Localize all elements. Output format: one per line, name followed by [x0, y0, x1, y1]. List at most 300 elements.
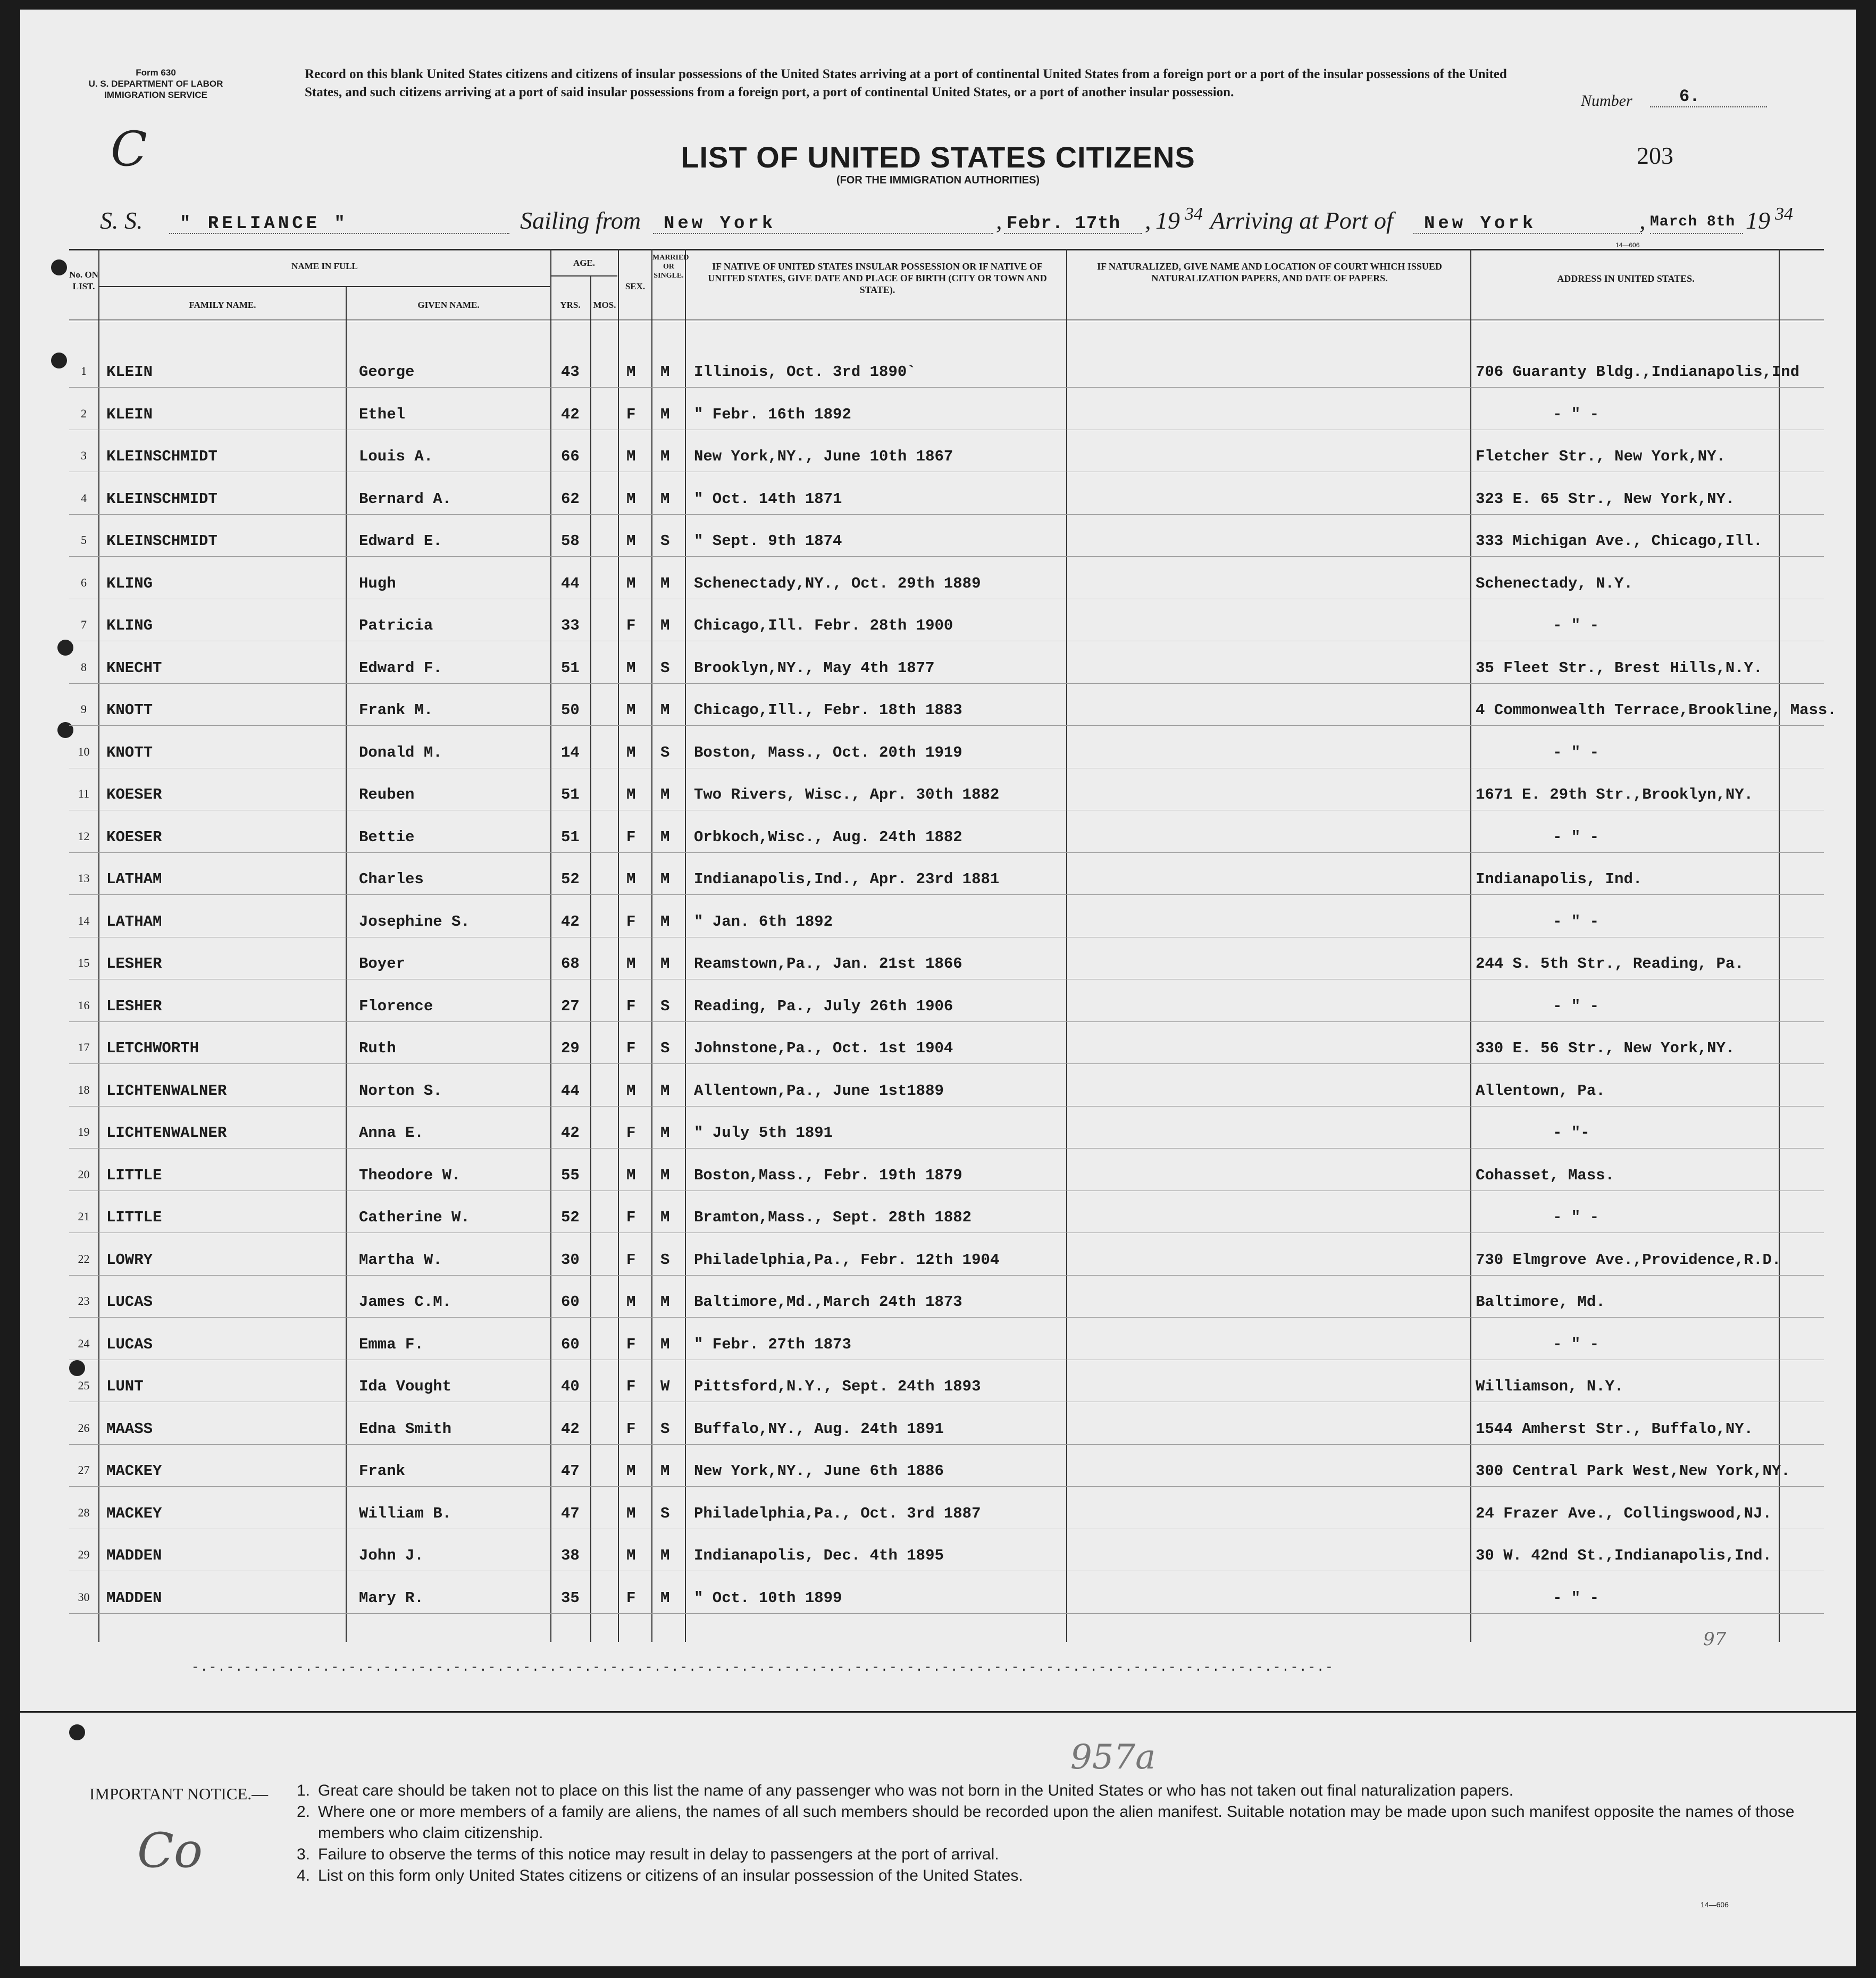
arrival-date-field: [1650, 212, 1743, 234]
address: - " -: [1553, 1335, 1599, 1353]
row-number: 15: [78, 956, 90, 969]
family-name: LUCAS: [106, 1293, 153, 1311]
birth-place-date: Indianapolis,Ind., Apr. 23rd 1881: [694, 870, 1000, 888]
family-name: LATHAM: [106, 870, 162, 888]
intro-instructions: Record on this blank United States citizens and citizens of insular possessions of the United States arriving at a port of continental United States from a foreign port or a port of the insular possessions of the United States, and such citizens arriving at a port of said insular possessions from a foreign port, a port of continental United States, or a port of another insular possession.: [305, 67, 1507, 99]
row-number: 30: [78, 1590, 90, 1604]
address: Indianapolis, Ind.: [1476, 870, 1643, 888]
sex: F: [626, 997, 636, 1015]
age-years: 42: [561, 912, 580, 931]
row-number: 16: [78, 998, 90, 1012]
age-years: 51: [561, 828, 580, 846]
address: 323 E. 65 Str., New York,NY.: [1476, 490, 1735, 508]
age-years: 42: [561, 1420, 580, 1438]
age-years: 58: [561, 532, 580, 550]
birth-place-date: " Oct. 14th 1871: [694, 490, 842, 508]
given-name: Theodore W.: [359, 1166, 461, 1184]
address: Cohasset, Mass.: [1476, 1166, 1615, 1184]
row-rule: [69, 1021, 1824, 1022]
address: - " -: [1553, 617, 1599, 634]
given-name: Ruth: [359, 1040, 396, 1057]
family-name: MAASS: [106, 1420, 153, 1438]
sex: F: [626, 1124, 636, 1142]
row-number: 8: [81, 660, 87, 674]
column-divider: [550, 249, 551, 1642]
row-number: 22: [78, 1252, 90, 1265]
voyage-line: S. S. " RELIANCE " Sailing from New York , Febr. 17th , 19 34 Arriving at Port of New York , March 8th 19 34: [100, 204, 1793, 234]
header-age: AGE.: [573, 258, 596, 268]
family-name: MACKEY: [106, 1504, 162, 1522]
handwritten-mark-top: C: [111, 121, 147, 177]
birth-place-date: Reamstown,Pa., Jan. 21st 1866: [694, 955, 962, 973]
row-number: 21: [78, 1210, 90, 1223]
age-years: 44: [561, 574, 580, 592]
row-number: 17: [78, 1041, 90, 1054]
row-number: 6: [81, 575, 87, 589]
sex: M: [626, 701, 636, 719]
ss-label: S. S.: [100, 207, 143, 234]
address: 330 E. 56 Str., New York,NY.: [1476, 1040, 1735, 1057]
column-divider: [98, 249, 99, 1642]
row-number: 20: [78, 1167, 90, 1181]
sex: F: [626, 1378, 636, 1395]
birth-place-date: New York,NY., June 10th 1867: [694, 448, 953, 465]
header-no: No. ON LIST.: [69, 270, 98, 291]
row-number: 18: [78, 1083, 90, 1096]
ship-name-field: [169, 212, 509, 234]
notice-label: IMPORTANT NOTICE.—: [89, 1784, 269, 1803]
birth-place-date: Indianapolis, Dec. 4th 1895: [694, 1547, 944, 1564]
family-name: KLEINSCHMIDT: [106, 448, 217, 465]
family-name: MADDEN: [106, 1589, 162, 1607]
marital-status: M: [660, 1209, 670, 1226]
age-years: 51: [561, 786, 580, 803]
marital-status: M: [660, 1462, 670, 1480]
row-rule: [69, 514, 1824, 515]
given-name: Edward E.: [359, 532, 442, 550]
age-years: 60: [561, 1335, 580, 1353]
marital-status: M: [660, 1335, 670, 1353]
marital-status: S: [660, 1420, 670, 1438]
row-rule: [69, 894, 1824, 895]
age-years: 44: [561, 1082, 580, 1100]
given-name: Louis A.: [359, 448, 433, 465]
arrival-port-field: [1413, 212, 1642, 234]
column-divider: [1066, 249, 1067, 1642]
marital-status: S: [660, 659, 670, 677]
sex: M: [626, 955, 636, 973]
column-divider: [1470, 249, 1471, 1642]
header-married-single: MARRIED OR SINGLE.: [652, 254, 689, 280]
sex: F: [626, 617, 636, 634]
row-number: 28: [78, 1505, 90, 1519]
age-years: 35: [561, 1589, 580, 1607]
marital-status: S: [660, 743, 670, 761]
given-name: Hugh: [359, 574, 396, 592]
address: 35 Fleet Str., Brest Hills,N.Y.: [1476, 659, 1763, 677]
given-name: Anna E.: [359, 1124, 424, 1142]
header-months: MOS.: [593, 300, 616, 310]
notice-item: 2. Where one or more members of a family are aliens, the names of all such members should be recorded upon the alien manifest. Suitable notation may be made upon such manifest opposite the names of those members who claim citizenship.: [297, 1803, 1795, 1842]
sex: F: [626, 912, 636, 931]
marital-status: M: [660, 701, 670, 719]
header-address: ADDRESS IN UNITED STATES.: [1557, 273, 1695, 284]
service-name: IMMIGRATION SERVICE: [104, 90, 207, 100]
marital-status: M: [660, 870, 670, 888]
marital-status: S: [660, 1504, 670, 1522]
sailing-date: Febr. 17th: [1007, 214, 1121, 234]
address: 333 Michigan Ave., Chicago,Ill.: [1476, 532, 1763, 550]
notice-item: 1. Great care should be taken not to place on this list the name of any passenger who was not born in the United States or who has not taken out final naturalization papers.: [297, 1782, 1514, 1799]
sailing-date-field: [1004, 212, 1142, 234]
birth-place-date: " Sept. 9th 1874: [694, 532, 842, 550]
sex: M: [626, 786, 636, 803]
column-divider: [590, 275, 591, 1642]
age-group-rule: [551, 275, 617, 276]
marital-status: M: [660, 786, 670, 803]
row-number: 4: [81, 491, 87, 505]
marital-status: M: [660, 955, 670, 973]
family-name: LICHTENWALNER: [106, 1082, 227, 1100]
row-rule: [69, 1317, 1824, 1318]
address: - " -: [1553, 405, 1599, 423]
birth-place-date: Boston, Mass., Oct. 20th 1919: [694, 743, 962, 761]
header-sex: SEX.: [625, 281, 646, 291]
page-title: LIST OF UNITED STATES CITIZENS: [681, 140, 1195, 174]
marital-status: M: [660, 912, 670, 931]
family-name: KNECHT: [106, 659, 162, 677]
sex: F: [626, 1040, 636, 1057]
birth-place-date: Buffalo,NY., Aug. 24th 1891: [694, 1420, 944, 1438]
sex: F: [626, 1251, 636, 1269]
family-name: LUCAS: [106, 1335, 153, 1353]
year-prefix-2: 19: [1746, 207, 1770, 234]
address: - " -: [1553, 1209, 1599, 1226]
sex: M: [626, 743, 636, 761]
given-name: Donald M.: [359, 743, 442, 761]
birth-place-date: Bramton,Mass., Sept. 28th 1882: [694, 1209, 972, 1226]
birth-place-date: Allentown,Pa., June 1st1889: [694, 1082, 944, 1100]
birth-place-date: " July 5th 1891: [694, 1124, 833, 1142]
birth-place-date: " Jan. 6th 1892: [694, 912, 833, 931]
family-name: KNOTT: [106, 743, 153, 761]
row-number: 1: [81, 364, 87, 378]
marital-status: S: [660, 1040, 670, 1057]
marital-status: W: [660, 1378, 670, 1395]
marital-status: M: [660, 405, 670, 423]
family-name: MADDEN: [106, 1547, 162, 1564]
age-years: 55: [561, 1166, 580, 1184]
page-subtitle: (FOR THE IMMIGRATION AUTHORITIES): [836, 174, 1040, 186]
notice-item: 3. Failure to observe the terms of this notice may result in delay to passengers at the port of arrival.: [297, 1846, 999, 1863]
handwritten-mark-bottom: Co: [137, 1823, 203, 1879]
row-number: 29: [78, 1548, 90, 1561]
sex: M: [626, 1547, 636, 1564]
address: Allentown, Pa.: [1476, 1082, 1605, 1100]
row-rule: [69, 387, 1824, 388]
given-name: George: [359, 363, 415, 381]
sex: M: [626, 1293, 636, 1311]
ship-name: " RELIANCE ": [180, 214, 348, 234]
age-years: 52: [561, 870, 580, 888]
number-underline: [1650, 106, 1767, 107]
age-years: 38: [561, 1547, 580, 1564]
birth-place-date: Illinois, Oct. 3rd 1890`: [694, 363, 916, 381]
birth-place-date: Boston,Mass., Febr. 19th 1879: [694, 1166, 962, 1184]
family-name: LUNT: [106, 1378, 144, 1395]
address: 1544 Amherst Str., Buffalo,NY.: [1476, 1420, 1754, 1438]
page-number: 203: [1637, 142, 1673, 169]
row-rule: [69, 1063, 1824, 1064]
given-name: Boyer: [359, 955, 406, 973]
row-rule: [69, 725, 1824, 726]
birth-place-date: Johnstone,Pa., Oct. 1st 1904: [694, 1040, 953, 1057]
given-name: Martha W.: [359, 1251, 442, 1269]
age-years: 47: [561, 1462, 580, 1480]
age-years: 51: [561, 659, 580, 677]
marital-status: M: [660, 1547, 670, 1564]
family-name: KOESER: [106, 828, 162, 846]
birth-place-date: Philadelphia,Pa., Febr. 12th 1904: [694, 1251, 1000, 1269]
year-1: 34: [1185, 204, 1203, 224]
row-rule: [69, 1148, 1824, 1149]
header-family-name: FAMILY NAME.: [189, 300, 256, 310]
marital-status: M: [660, 448, 670, 465]
given-name: Charles: [359, 870, 424, 888]
given-name: Edward F.: [359, 659, 442, 677]
row-number: 23: [78, 1294, 90, 1308]
header-given-name: GIVEN NAME.: [417, 300, 480, 310]
manifest-sheet: [20, 10, 1856, 1966]
address: 300 Central Park West,New York,NY.: [1476, 1462, 1790, 1480]
age-years: 60: [561, 1293, 580, 1311]
sex: F: [626, 1209, 636, 1226]
birth-place-date: Baltimore,Md.,March 24th 1873: [694, 1293, 962, 1311]
address: 244 S. 5th Str., Reading, Pa.: [1476, 955, 1744, 973]
given-name: Reuben: [359, 786, 415, 803]
family-name: LATHAM: [106, 912, 162, 931]
age-years: 27: [561, 997, 580, 1015]
address: - " -: [1553, 1589, 1599, 1607]
age-years: 14: [561, 743, 580, 761]
address: 24 Frazer Ave., Collingswood,NJ.: [1476, 1504, 1772, 1522]
age-years: 42: [561, 405, 580, 423]
family-name: LITTLE: [106, 1166, 162, 1184]
given-name: Frank M.: [359, 701, 433, 719]
address: - " -: [1553, 997, 1599, 1015]
top-form-code: 14—606: [1615, 241, 1640, 249]
age-years: 30: [561, 1251, 580, 1269]
row-rule: [69, 1613, 1824, 1614]
address: Schenectady, N.Y.: [1476, 574, 1633, 592]
end-of-list-marker: -.-.-.-.-.-.-.-.-.-.-.-.-.-.-.-.-.-.-.-.-.-.-.-.-.-.-.-.-.-.-.-.-.-.-.-.-.-.-.-.-.-.-.-.-.-.-.-.-.-.-.-.-.-.-.-.-.-.-.-.-.-.-.-.-.-: [191, 1661, 1334, 1675]
birth-place-date: " Febr. 27th 1873: [694, 1335, 851, 1353]
row-number: 5: [81, 533, 87, 547]
birth-place-date: " Febr. 16th 1892: [694, 405, 851, 423]
row-number: 27: [78, 1463, 90, 1477]
family-name: KLING: [106, 574, 153, 592]
birth-place-date: Schenectady,NY., Oct. 29th 1889: [694, 574, 981, 592]
given-name: Edna Smith: [359, 1420, 452, 1438]
row-rule: [69, 1486, 1824, 1487]
birth-place-date: Chicago,Ill., Febr. 18th 1883: [694, 701, 962, 719]
given-name: Bernard A.: [359, 490, 452, 508]
age-years: 42: [561, 1124, 580, 1142]
sex: M: [626, 659, 636, 677]
age-years: 52: [561, 1209, 580, 1226]
marital-status: S: [660, 532, 670, 550]
row-number: 25: [78, 1379, 90, 1392]
sex: F: [626, 1420, 636, 1438]
birth-place-date: Brooklyn,NY., May 4th 1877: [694, 659, 935, 677]
number-label: Number: [1581, 92, 1632, 110]
column-divider: [1779, 249, 1780, 1642]
row-number: 11: [78, 787, 90, 800]
row-number: 2: [81, 406, 87, 420]
family-name: KLEIN: [106, 363, 153, 381]
header-naturalized: IF NATURALIZED, GIVE NAME AND LOCATION OF COURT WHICH ISSUED NATURALIZATION PAPERS, AND DATE OF PAPERS.: [1097, 261, 1442, 283]
birth-place-date: Chicago,Ill. Febr. 28th 1900: [694, 617, 953, 634]
number-value: 6.: [1679, 87, 1700, 106]
family-name: LETCHWORTH: [106, 1040, 199, 1057]
row-number: 14: [78, 913, 90, 927]
family-name: KOESER: [106, 786, 162, 803]
arriving-label: Arriving at Port of: [1210, 207, 1393, 234]
department-name: U. S. DEPARTMENT OF LABOR: [88, 79, 223, 89]
family-name: MACKEY: [106, 1462, 162, 1480]
sailing-port-field: [653, 212, 993, 234]
marital-status: M: [660, 490, 670, 508]
sex: M: [626, 1462, 636, 1480]
sex: M: [626, 448, 636, 465]
row-number: 9: [81, 702, 87, 716]
given-name: William B.: [359, 1504, 452, 1522]
sex: M: [626, 1504, 636, 1522]
given-name: Bettie: [359, 828, 415, 846]
address: 4 Commonwealth Terrace,Brookline, Mass.: [1476, 701, 1837, 719]
sex: M: [626, 532, 636, 550]
address: 30 W. 42nd St.,Indianapolis,Ind.: [1476, 1547, 1772, 1564]
address: - " -: [1553, 743, 1599, 761]
birth-place-date: Philadelphia,Pa., Oct. 3rd 1887: [694, 1504, 981, 1522]
row-number: 12: [78, 829, 90, 843]
given-name: Mary R.: [359, 1589, 424, 1607]
marital-status: M: [660, 617, 670, 634]
address: - "-: [1553, 1124, 1590, 1142]
column-divider: [651, 249, 652, 1642]
age-years: 68: [561, 955, 580, 973]
row-rule: [69, 1275, 1824, 1276]
row-number: 7: [81, 618, 87, 631]
row-rule: [69, 1444, 1824, 1445]
address: Fletcher Str., New York,NY.: [1476, 448, 1726, 465]
sailing-port: New York: [664, 214, 776, 234]
birth-place-date: Orbkoch,Wisc., Aug. 24th 1882: [694, 828, 962, 846]
form-number: Form 630: [136, 68, 176, 78]
given-name: Ida Vought: [359, 1378, 452, 1395]
sex: M: [626, 574, 636, 592]
family-name: KLEIN: [106, 405, 153, 423]
address: 730 Elmgrove Ave.,Providence,R.D.: [1476, 1251, 1781, 1269]
header-years: YRS.: [560, 300, 581, 310]
given-name: John J.: [359, 1547, 424, 1564]
marital-status: M: [660, 1082, 670, 1100]
given-name: Josephine S.: [359, 912, 470, 931]
row-number: 10: [78, 744, 90, 758]
age-years: 50: [561, 701, 580, 719]
name-group-rule: [99, 286, 550, 287]
address: - " -: [1553, 828, 1599, 846]
birth-place-date: New York,NY., June 6th 1886: [694, 1462, 944, 1480]
address: 1671 E. 29th Str.,Brooklyn,NY.: [1476, 786, 1754, 803]
year-prefix-1: 19: [1155, 207, 1180, 234]
address: Williamson, N.Y.: [1476, 1378, 1624, 1395]
sex: M: [626, 870, 636, 888]
given-name: Ethel: [359, 405, 406, 423]
family-name: LICHTENWALNER: [106, 1124, 227, 1142]
sex: F: [626, 1335, 636, 1353]
birth-place-date: " Oct. 10th 1899: [694, 1589, 842, 1607]
family-name: LOWRY: [106, 1251, 153, 1269]
row-number: 19: [78, 1125, 90, 1138]
family-name: KLEINSCHMIDT: [106, 490, 217, 508]
age-years: 43: [561, 363, 580, 381]
family-name: LESHER: [106, 997, 162, 1015]
marital-status: M: [660, 363, 670, 381]
address: - " -: [1553, 912, 1599, 931]
age-years: 29: [561, 1040, 580, 1057]
marital-status: M: [660, 1293, 670, 1311]
marital-status: M: [660, 1166, 670, 1184]
row-number: 24: [78, 1336, 90, 1350]
sex: F: [626, 828, 636, 846]
address: Baltimore, Md.: [1476, 1293, 1605, 1311]
row-number: 13: [78, 871, 90, 885]
given-name: Norton S.: [359, 1082, 442, 1100]
handwritten-total: 97: [1703, 1629, 1727, 1650]
row-rule: [69, 683, 1824, 684]
birth-place-date: Reading, Pa., July 26th 1906: [694, 997, 953, 1015]
column-divider: [346, 286, 347, 1642]
given-name: Patricia: [359, 617, 433, 634]
sex: M: [626, 1166, 636, 1184]
row-rule: [69, 1106, 1824, 1107]
given-name: Florence: [359, 997, 433, 1015]
arrival-date: March 8th: [1650, 214, 1736, 230]
age-years: 62: [561, 490, 580, 508]
birth-place-date: Two Rivers, Wisc., Apr. 30th 1882: [694, 786, 1000, 803]
arrival-port: New York: [1424, 214, 1537, 234]
marital-status: M: [660, 1589, 670, 1607]
family-name: LESHER: [106, 955, 162, 973]
birth-place-date: Pittsford,N.Y., Sept. 24th 1893: [694, 1378, 981, 1395]
given-name: James C.M.: [359, 1293, 452, 1311]
marital-status: M: [660, 574, 670, 592]
address: 706 Guaranty Bldg.,Indianapolis,Ind: [1476, 363, 1800, 381]
sex: F: [626, 1589, 636, 1607]
age-years: 66: [561, 448, 580, 465]
punch-hole: [69, 1724, 85, 1740]
family-name: KNOTT: [106, 701, 153, 719]
family-name: KLING: [106, 617, 153, 634]
row-rule: [69, 852, 1824, 853]
given-name: Catherine W.: [359, 1209, 470, 1226]
notice-list: [297, 1780, 1802, 1887]
punch-hole: [51, 259, 67, 275]
row-rule: [69, 556, 1824, 557]
marital-status: S: [660, 997, 670, 1015]
sex: M: [626, 1082, 636, 1100]
